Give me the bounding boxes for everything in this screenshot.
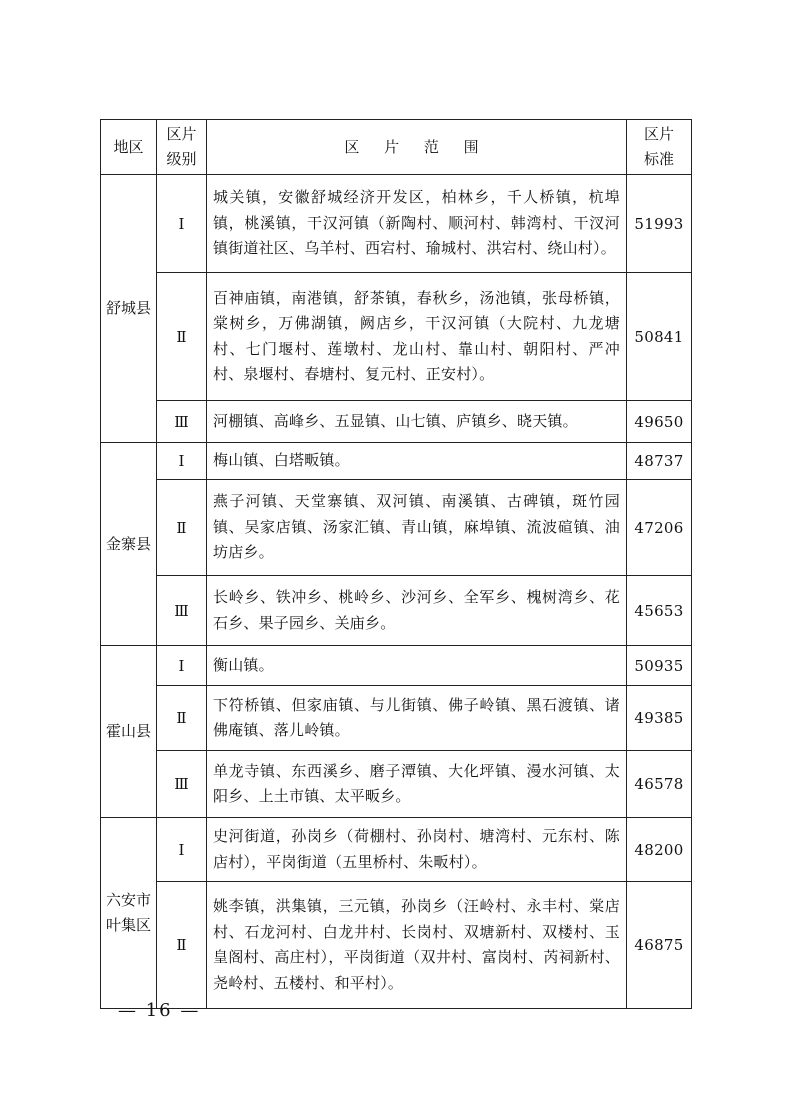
table-row [101,751,692,818]
scope-cell: 河棚镇、高峰乡、五显镇、山七镇、庐镇乡、晓天镇。 [207,401,627,443]
level-cell: Ⅱ [157,882,207,1009]
table-body [101,175,692,1009]
level-cell: Ⅱ [157,686,207,751]
table-row [101,443,692,480]
standard-cell: 48737 [627,443,692,480]
level-cell: Ⅰ [157,646,207,686]
level-cell: Ⅰ [157,443,207,480]
region-line2: 叶集区 [105,916,151,934]
scope-cell: 单龙寺镇、东西溪乡、磨子潭镇、大化坪镇、漫水河镇、太阳乡、上土市镇、太平畈乡。 [207,751,627,818]
header-standard-line2: 标准 [643,150,674,168]
header-standard [627,120,692,175]
table-row [101,273,692,401]
standard-cell: 45653 [627,576,692,646]
table-header [101,120,692,175]
standard-cell: 50935 [627,646,692,686]
region-cell: 金寨县 [101,443,157,646]
scope-cell: 史河街道，孙岗乡（荷棚村、孙岗村、塘湾村、元东村、陈店村），平岗街道（五里桥村、朱畈村）。 [207,818,627,882]
standard-cell: 47206 [627,480,692,576]
header-level-line2: 级别 [166,150,197,168]
standard-cell: 48200 [627,818,692,882]
scope-cell: 燕子河镇、天堂寨镇、双河镇、南溪镇、古碑镇，斑竹园镇、吴家店镇、汤家汇镇、青山镇，麻埠镇、流波碹镇、油坊店乡。 [207,480,627,576]
header-standard-line1: 区片 [643,125,674,143]
region-line1: 六安市 [105,891,151,909]
table-row [101,818,692,882]
standard-cell: 46578 [627,751,692,818]
land-price-table [100,119,692,1009]
table-row [101,686,692,751]
table-row [101,882,692,1009]
scope-cell: 衡山镇。 [207,646,627,686]
table-row [101,175,692,273]
standard-cell: 49650 [627,401,692,443]
standard-cell: 51993 [627,175,692,273]
level-cell: Ⅲ [157,401,207,443]
level-cell: Ⅲ [157,751,207,818]
scope-cell: 百神庙镇，南港镇，舒茶镇，春秋乡，汤池镇，张母桥镇，棠树乡，万佛湖镇，阙店乡，干汉河镇（大院村、九龙塘村、七门堰村、莲墩村、龙山村、靠山村、朝阳村、严冲村、泉堰村、春塘村、复元村、正安村）。 [207,273,627,401]
table-row [101,401,692,443]
scope-cell: 长岭乡、铁冲乡、桃岭乡、沙河乡、全军乡、槐树湾乡、花石乡、果子园乡、关庙乡。 [207,576,627,646]
scope-cell: 下符桥镇、但家庙镇、与儿街镇、佛子岭镇、黑石渡镇、诸佛庵镇、落儿岭镇。 [207,686,627,751]
region-cell: 霍山县 [101,646,157,818]
level-cell: Ⅰ [157,175,207,273]
level-cell: Ⅰ [157,818,207,882]
header-level-line1: 区片 [166,125,197,143]
standard-cell: 49385 [627,686,692,751]
scope-cell: 梅山镇、白塔畈镇。 [207,443,627,480]
standard-cell: 46875 [627,882,692,1009]
region-cell [101,818,157,1009]
standard-cell: 50841 [627,273,692,401]
table-row [101,480,692,576]
scope-cell: 城关镇，安徽舒城经济开发区，柏林乡，千人桥镇，杭埠镇，桃溪镇，干汉河镇（新陶村、顺河村、韩湾村、干汊河镇街道社区、乌羊村、西宕村、瑜城村、洪宕村、绕山村）。 [207,175,627,273]
header-region: 地区 [101,120,157,175]
level-cell: Ⅱ [157,273,207,401]
level-cell: Ⅱ [157,480,207,576]
table-row [101,646,692,686]
table-row [101,576,692,646]
region-cell: 舒城县 [101,175,157,443]
header-level [157,120,207,175]
level-cell: Ⅲ [157,576,207,646]
header-scope: 区 片 范 围 [207,120,627,175]
page-number: — 16 — [118,1000,201,1021]
scope-cell: 姚李镇，洪集镇，三元镇，孙岗乡（汪岭村、永丰村、棠店村、石龙河村、白龙井村、长岗村、双塘新村、双楼村、玉皇阁村、高庄村），平岗街道（双井村、富岗村、芮祠新村、尧岭村、五楼村、和平村）。 [207,882,627,1009]
